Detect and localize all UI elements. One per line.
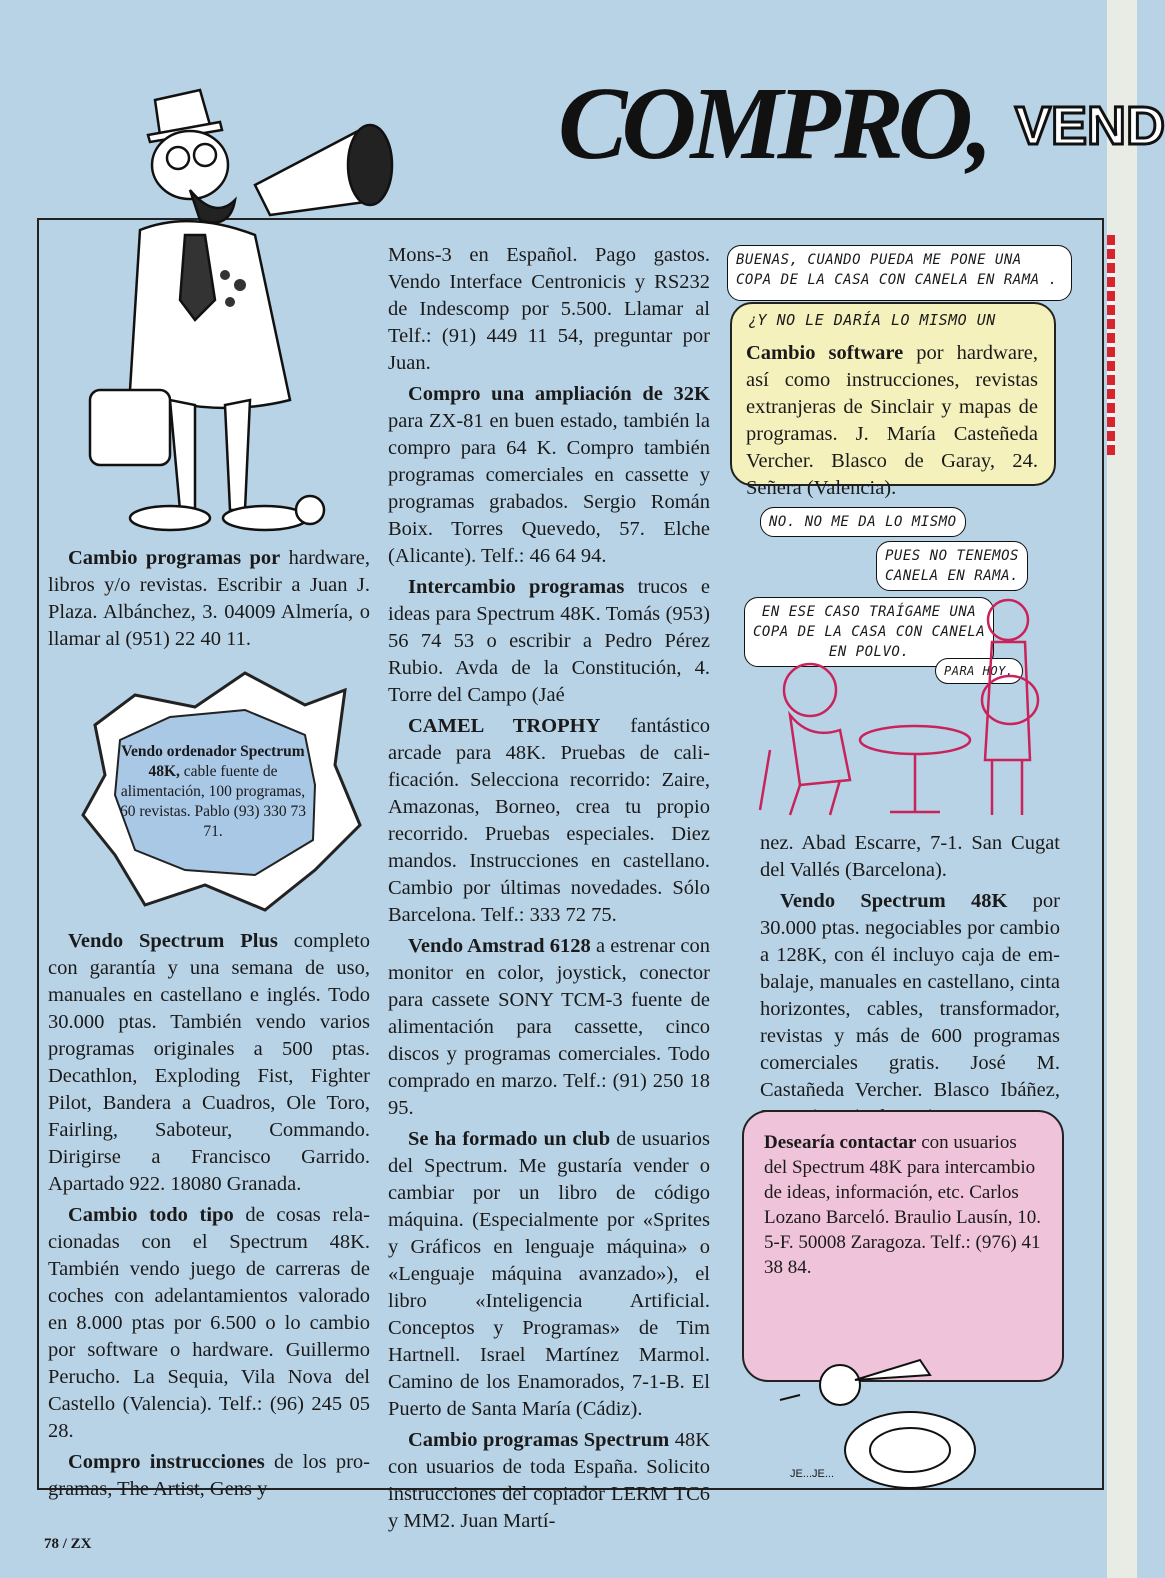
ad-vendo-amstrad: [388, 933, 710, 1122]
ad-cambio-todo-tipo: [48, 1202, 370, 1445]
ad-heading: Se ha formado un club: [408, 1128, 611, 1150]
speech-line: COPA DE LA CASA CON CANELA EN RAMA .: [736, 272, 1058, 288]
ad-camel-trophy: [388, 713, 710, 929]
edge-stripe: [1107, 235, 1115, 455]
ad-heading: Compro instrucciones: [68, 1451, 265, 1473]
ad-heading: Compro una ampliación de 32K: [408, 383, 710, 405]
speech-line: CANELA EN RAMA.: [885, 568, 1019, 584]
ad-heading: Vendo Spectrum Plus: [68, 930, 278, 952]
ad-mons3: Mons-3 en Español. Pago gastos. Vendo Interface Centronicis y RS232 de Indescomp por 5.500. Llamar al Telf.: (91) 449 11 54, preguntar por Juan.: [388, 244, 710, 374]
ad-club-usuarios: [388, 1126, 710, 1423]
page-folio: 78 / ZX: [44, 1536, 92, 1552]
ad-heading: CAMEL TROPHY: [408, 715, 601, 737]
ad-text: de usuarios del Spectrum. Me gustaría vender o cambiar por un libro de código máquina. (Especialmente por «Sprites y Gráficos en lenguaje máquina» o «Lenguaje máquina avanzado»), el libro «Inteligencia Artificial. Conceptos y Programas» de Tim Hartnell. Israel Martínez Marmol. Camino de los Enamorados, 7-1-B. El Puerto de Santa María (Cádiz).: [388, 1128, 710, 1420]
ad-text: trucos e ideas para Spectrum 48K. Tomás (953) 56 74 53 o escribir a Pedro Pérez Rubio. Avda de la Constitución, 4. Torre del Campo (Jaé: [388, 576, 710, 706]
ad-text: completo con garantía y una semana de uso, manuales en castellano e inglés. Todo 30.000 ptas. También vendo varios programas originales a 500 ptas. Decathlon, Exploding Fist, Fighter Pilot, Bandera a Cuadros, Ole Toro, Fairling, Saboteur, Commando. Dirigirse a Francisco Garrido. Apartado 922. 18080 Granada.: [48, 930, 370, 1195]
column-1-lower: [48, 928, 370, 1507]
ad-heading: Cambio programas Spectrum: [408, 1429, 670, 1451]
ad-intercambio-programas: [388, 574, 710, 709]
ad-heading: Cambio todo tipo: [68, 1204, 234, 1226]
ad-text: cable fuente de alimentación, 100 programas, 60 revistas. Pablo (93) 330 73 71.: [120, 763, 306, 840]
ad-heading: Intercambio programas: [408, 576, 625, 598]
ad-heading: Cambio software: [746, 342, 904, 364]
ad-text: hardware, libros y/o revistas. Escribir a Juan J. Plaza. Albánchez, 3. 04009 Almería, o llamar al (951) 22 40 11.: [48, 547, 370, 650]
ad-compro-instrucciones: [48, 1449, 370, 1503]
yellow-ad-box: [730, 302, 1056, 499]
speech-line: EN ESE CASO TRAÍGAME UNA: [761, 604, 977, 620]
page-title: COMPRO,: [558, 66, 987, 181]
ad-heading: Vendo Amstrad 6128: [408, 935, 591, 957]
ad-cambio-programas: [48, 545, 370, 653]
page-title-continuation: VEND: [1015, 96, 1165, 156]
speech-bubble-1: [727, 245, 1072, 301]
ad-cambio-software: [746, 340, 1038, 502]
ad-desearia-contactar: [764, 1130, 1044, 1280]
ad-text: para ZX-81 en buen estado, también la compro para 64 K. Compro también programas comerciales en cassette y programas grabados. Sergio Román Boix. Torres Quevedo, 57. Elche (Alicante). Telf.: 46 64 94.: [388, 410, 710, 567]
ad-heading: Desearía contactar: [764, 1132, 917, 1153]
ad-abad-escarre: nez. Abad Escarre, 7-1. San Cugat del Vallés (Barcelona).: [760, 832, 1060, 881]
column-3-lower: [760, 830, 1060, 1135]
ad-heading: Cambio programas por: [68, 547, 281, 569]
ad-text: de los programas, The Artist, Gens y: [48, 1451, 370, 1500]
adjacent-page-edge: [1107, 0, 1137, 1578]
bar-scene-cartoon: [730, 580, 1060, 820]
ad-vendo-ordenador: [118, 742, 308, 842]
speech-bubble-6: PARA HOY.: [935, 658, 1023, 684]
ad-cambio-programas-spectrum: [388, 1427, 710, 1535]
ad-vendo-spectrum-plus: [48, 928, 370, 1198]
speech-line: EN POLVO.: [828, 644, 910, 660]
speech-line: COPA DE LA CASA CON CANELA: [753, 624, 986, 640]
speech-bubble-2: ¿Y NO LE DARÍA LO MISMO UN: [748, 311, 996, 329]
ad-text: con usuarios del Spectrum 48K para intercambio de ideas, información, etc. Carlos Lozano Barceló. Braulio Lausín, 10. 5-F. 50008 Zaragoza. Telf.: (976) 41 38 84.: [764, 1132, 1042, 1278]
ad-compro-ampliacion: [388, 381, 710, 570]
ad-heading: Vendo Spectrum 48K: [780, 890, 1008, 912]
ad-text: fantástico arcade para 48K. Pruebas de calificación. Selecciona recorrido: Zaire, Amazonas, Borneo, crea tu propio recorrido. Pruebas especiales. Diez mandos. Instrucciones en castellano. Cambio por últimas novedades. Sólo Barcelona. Telf.: 333 72 75.: [388, 715, 710, 926]
speech-line: PUES NO TENEMOS: [885, 548, 1019, 564]
speech-line: BUENAS, CUANDO PUEDA ME PONE UNA: [736, 252, 1022, 268]
ad-text: por hardware, así como instrucciones, revistas extranjeras de Sinclair y mapas de programas. J. María Casteñeda Vercher. Blasco de Garay, 24. Señera (Valencia).: [746, 342, 1038, 499]
ad-vendo-spectrum-48k: [760, 888, 1060, 1131]
ad-text: 48K con usuarios de toda España. Solicito instrucciones del copiador LERM TC6 y MM2. Juan Martí-: [388, 1429, 710, 1532]
column-1: [48, 545, 370, 657]
speech-bubble-3: NO. NO ME DA LO MISMO: [760, 507, 966, 537]
megaphone-man-illustration: [60, 70, 440, 540]
column-2: [388, 242, 710, 1539]
ad-heading: Vendo ordenador Spectrum 48K,: [121, 743, 305, 780]
ad-text: de cosas relacionadas con el Spectrum 48K. También vendo juego de carreras de coches con adelantamientos valorado en 8.000 ptas por 6.500 o lo cambio por software o hardware. Guillermo Perucho. La Sequia, Vila Nova del Castello (Valencia). Telf.: (96) 245 05 28.: [48, 1204, 370, 1442]
ad-text: a estrenar con monitor en color, joystick, conector para cassete SONY TCM-3 fuente de alimentación para cassette, cinco discos y programas comerciales. Todo comprado en marzo. Telf.: (91) 250 18 95.: [388, 935, 710, 1119]
ad-text: por 30.000 ptas. negociables por cambio a 128K, con él incluyo caja de embalaje, manuales en castellano, cinta horizontes, cables, transformador, revistas y más de 600 programas comerciales gratis. José M. Castañeda Vercher. Blasco Ibáñez,: [760, 890, 1060, 1101]
cartoon-laugh-label: JE...JE...: [790, 1468, 835, 1480]
